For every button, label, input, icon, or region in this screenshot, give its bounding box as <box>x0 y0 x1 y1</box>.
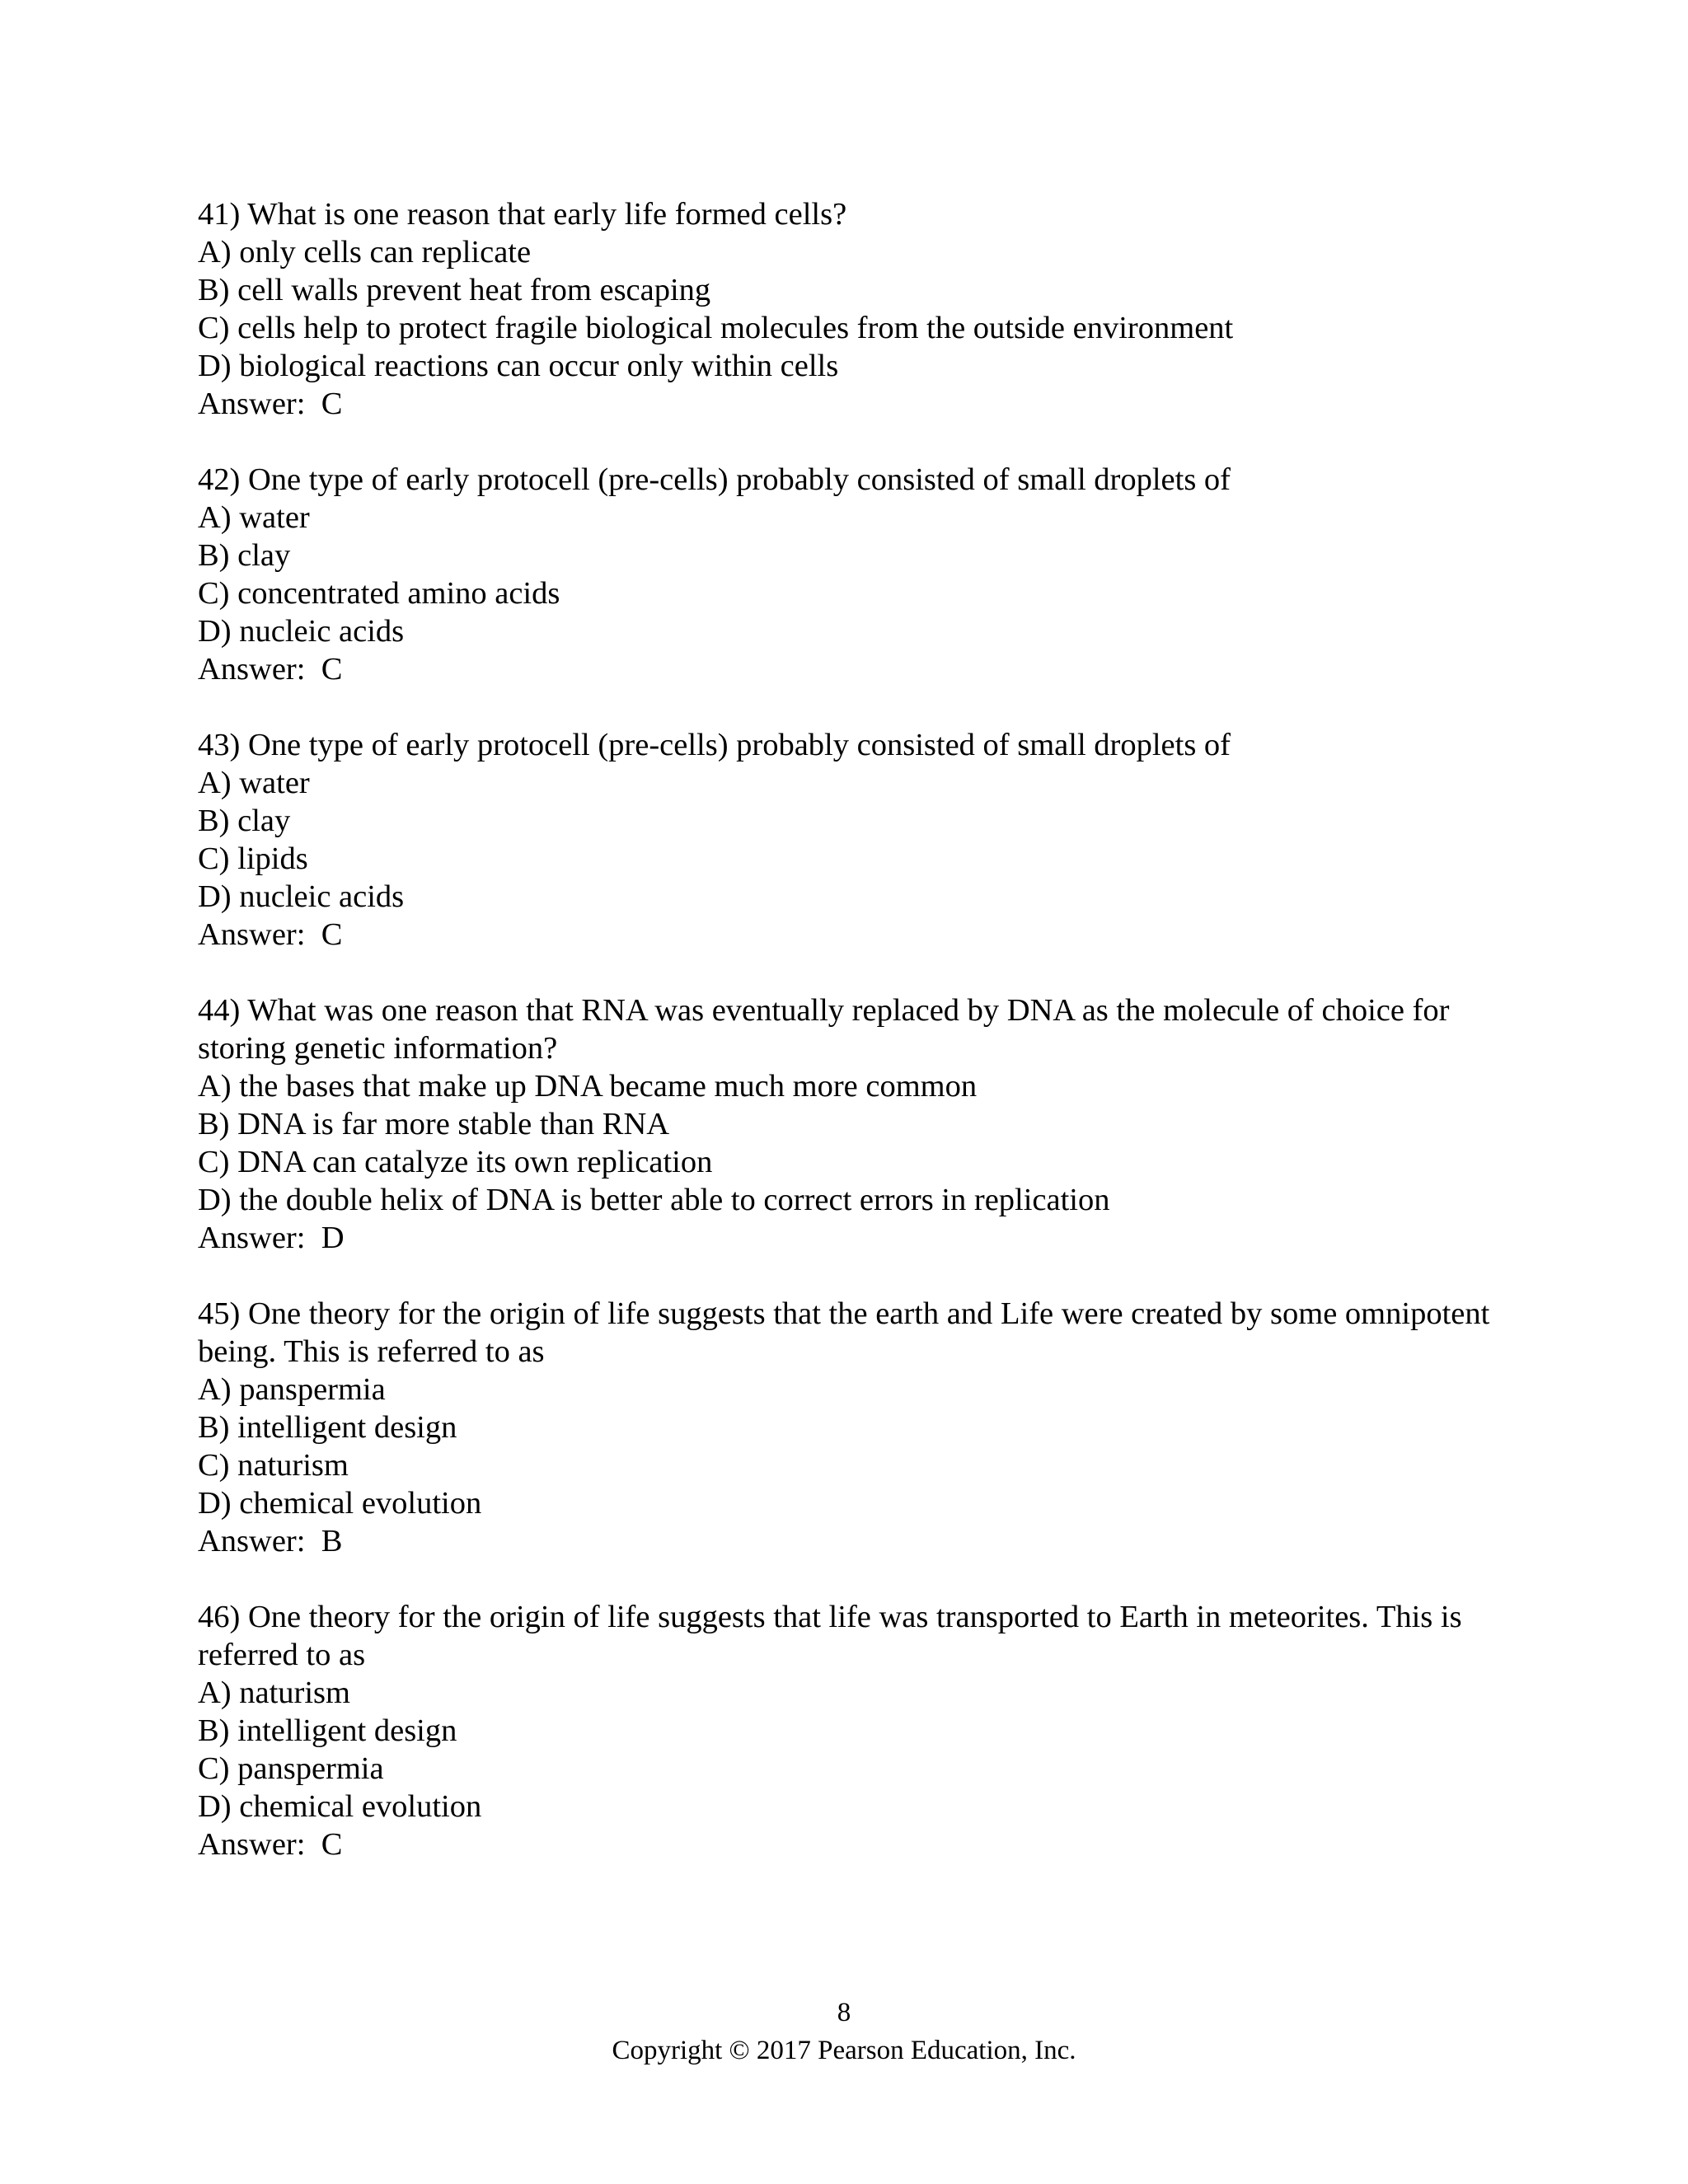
answer-option-b: B) clay <box>198 804 291 838</box>
answer-key: Answer: C <box>198 1827 343 1862</box>
question-45 <box>198 1295 1533 1560</box>
answer-key: Answer: C <box>198 652 343 687</box>
answer-option-a: A) panspermia <box>198 1372 386 1407</box>
answer-option-c: C) panspermia <box>198 1751 384 1786</box>
question-43 <box>198 726 1533 954</box>
question-41 <box>198 195 1533 423</box>
answer-key: Answer: C <box>198 917 343 952</box>
question-stem: 44) What was one reason that RNA was eventually replaced by DNA as the molecule of choice for storing genetic information? <box>198 993 1450 1066</box>
question-46 <box>198 1598 1533 1863</box>
answer-option-b: B) DNA is far more stable than RNA <box>198 1107 670 1141</box>
answer-option-a: A) only cells can replicate <box>198 235 532 269</box>
answer-option-d: D) chemical evolution <box>198 1789 482 1824</box>
answer-option-a: A) water <box>198 500 310 535</box>
answer-option-c: C) cells help to protect fragile biological molecules from the outside environment <box>198 311 1234 345</box>
answer-key: Answer: D <box>198 1221 345 1255</box>
answer-option-b: B) intelligent design <box>198 1410 457 1445</box>
question-stem: 42) One type of early protocell (pre-cells) probably consisted of small droplets of <box>198 462 1231 497</box>
question-stem: 45) One theory for the origin of life suggests that the earth and Life were created by some omnipotent being. This is referred to as <box>198 1296 1490 1369</box>
question-list <box>198 195 1533 1901</box>
answer-option-b: B) cell walls prevent heat from escaping <box>198 273 711 307</box>
answer-option-a: A) water <box>198 766 310 800</box>
answer-option-a: A) the bases that make up DNA became much more common <box>198 1069 978 1104</box>
question-44 <box>198 991 1533 1257</box>
question-stem: 46) One theory for the origin of life suggests that life was transported to Earth in meteorites. This is referred to as <box>198 1600 1462 1672</box>
question-stem: 43) One type of early protocell (pre-cells) probably consisted of small droplets of <box>198 728 1231 762</box>
page-number: 8 <box>837 1998 851 2027</box>
answer-option-c: C) concentrated amino acids <box>198 576 560 611</box>
copyright-notice: Copyright © 2017 Pearson Education, Inc. <box>612 2036 1076 2065</box>
answer-option-d: D) the double helix of DNA is better able to correct errors in replication <box>198 1183 1110 1217</box>
answer-option-d: D) nucleic acids <box>198 614 405 649</box>
answer-option-c: C) DNA can catalyze its own replication <box>198 1145 713 1179</box>
answer-option-d: D) chemical evolution <box>198 1486 482 1521</box>
answer-option-b: B) clay <box>198 538 291 573</box>
answer-option-d: D) biological reactions can occur only within cells <box>198 349 839 383</box>
answer-option-c: C) naturism <box>198 1448 349 1483</box>
answer-option-a: A) naturism <box>198 1675 350 1710</box>
answer-option-b: B) intelligent design <box>198 1713 457 1748</box>
answer-option-c: C) lipids <box>198 841 308 876</box>
answer-option-d: D) nucleic acids <box>198 879 405 914</box>
question-42 <box>198 461 1533 688</box>
question-stem: 41) What is one reason that early life formed cells? <box>198 197 847 232</box>
answer-key: Answer: B <box>198 1524 343 1558</box>
answer-key: Answer: C <box>198 387 343 421</box>
